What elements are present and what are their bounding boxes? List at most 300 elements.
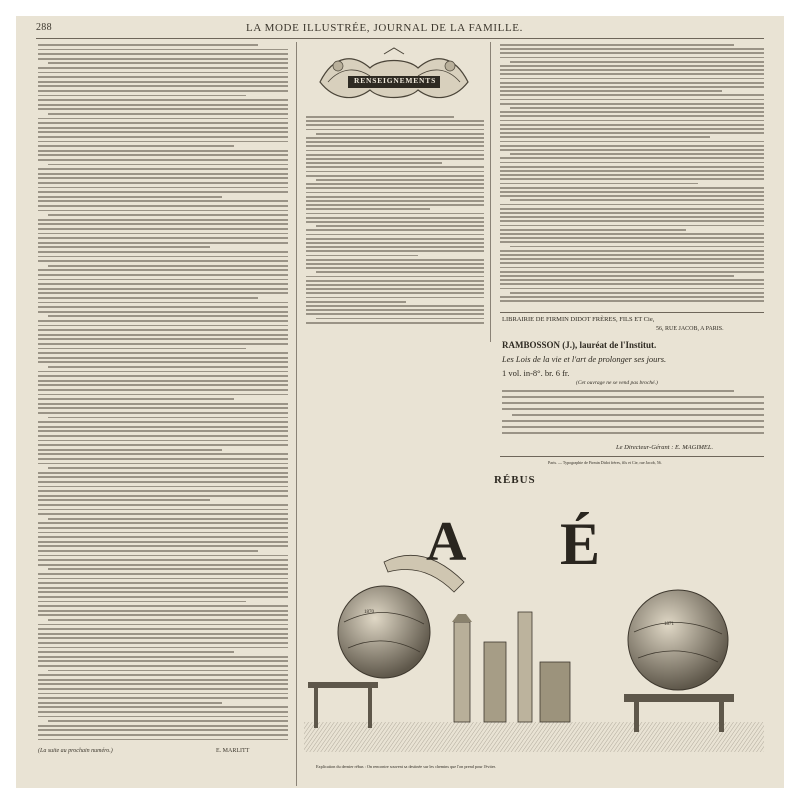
text-line — [306, 250, 484, 252]
text-line — [38, 725, 288, 727]
text-line — [502, 390, 734, 392]
text-line — [38, 481, 288, 483]
text-line — [38, 352, 288, 354]
text-line — [38, 407, 288, 409]
text-line — [306, 192, 484, 194]
text-line — [38, 642, 288, 644]
text-line — [38, 246, 210, 248]
text-line — [500, 136, 710, 138]
globe-label-right: 1871 — [664, 622, 674, 627]
text-line — [500, 90, 722, 92]
text-line — [48, 720, 288, 722]
text-line — [306, 267, 484, 269]
text-line — [38, 426, 288, 428]
text-line — [316, 133, 484, 135]
text-line — [500, 157, 764, 159]
text-line — [38, 49, 288, 51]
text-line — [500, 52, 764, 54]
text-line — [38, 476, 288, 478]
text-line — [38, 702, 222, 704]
text-line — [306, 288, 484, 290]
publisher-name: LIBRAIRIE DE FIRMIN DIDOT FRÈRES, FILS ET Cie, — [502, 316, 655, 323]
text-line — [38, 389, 288, 391]
text-line — [48, 467, 288, 469]
author-signature: E. MARLITT — [216, 748, 250, 754]
text-line — [38, 555, 288, 557]
text-line — [500, 73, 764, 75]
text-line — [306, 196, 484, 198]
text-line — [38, 292, 288, 294]
text-line — [38, 182, 288, 184]
text-line — [38, 302, 288, 304]
text-line — [38, 453, 288, 455]
text-line — [38, 394, 288, 396]
text-line — [38, 67, 288, 69]
publisher-address: 56, RUE JACOB, A PARIS. — [656, 326, 724, 332]
text-line — [38, 463, 288, 465]
text-line — [500, 170, 764, 172]
text-line — [500, 275, 734, 277]
text-line — [38, 509, 288, 511]
text-line — [38, 168, 288, 170]
text-line — [38, 361, 288, 363]
text-line — [306, 246, 484, 248]
text-line — [38, 660, 288, 662]
text-line — [38, 633, 288, 635]
text-line — [306, 297, 484, 299]
text-line — [306, 166, 484, 168]
text-line — [38, 545, 288, 547]
text-line — [38, 334, 288, 336]
text-line — [500, 212, 764, 214]
text-line — [38, 522, 288, 524]
text-line — [38, 656, 288, 658]
text-line — [38, 306, 288, 308]
text-line — [38, 706, 288, 708]
text-line — [38, 131, 288, 133]
text-line — [510, 246, 764, 248]
text-line — [38, 472, 288, 474]
text-line — [500, 279, 764, 281]
text-line — [38, 578, 288, 580]
journal-title: LA MODE ILLUSTRÉE, JOURNAL DE LA FAMILLE. — [246, 22, 523, 34]
text-line — [316, 179, 484, 181]
text-line — [38, 384, 288, 386]
book-description — [502, 390, 764, 440]
text-line — [48, 315, 288, 317]
text-line — [500, 132, 764, 134]
text-line — [38, 444, 288, 446]
text-line — [306, 234, 484, 236]
text-line — [306, 259, 484, 261]
text-line — [38, 150, 288, 152]
vignette-title: RENSEIGNEMENTS — [354, 76, 437, 85]
text-line — [38, 614, 288, 616]
text-line — [500, 82, 764, 84]
text-line — [38, 421, 288, 423]
text-line — [38, 85, 288, 87]
text-line — [500, 283, 764, 285]
text-line — [38, 532, 288, 534]
text-line — [38, 499, 210, 501]
text-line — [38, 233, 288, 235]
text-line — [38, 647, 288, 649]
text-line — [500, 65, 764, 67]
text-line — [500, 48, 764, 50]
text-line — [38, 53, 288, 55]
rebus-engraving-icon — [304, 472, 764, 760]
text-line — [306, 187, 484, 189]
text-line — [38, 513, 288, 515]
text-line — [38, 711, 288, 713]
text-line — [38, 274, 288, 276]
text-line — [38, 435, 288, 437]
text-line — [306, 229, 484, 231]
text-line — [48, 568, 288, 570]
text-line — [38, 674, 288, 676]
text-line — [48, 265, 288, 267]
book-format: 1 vol. in-8°. br. 6 fr. — [502, 368, 570, 378]
text-line — [500, 99, 764, 101]
text-line — [38, 697, 288, 699]
text-line — [500, 195, 764, 197]
text-line — [38, 624, 288, 626]
text-line — [316, 225, 484, 227]
column-separator — [296, 42, 297, 786]
text-line — [38, 325, 288, 327]
text-line — [38, 495, 288, 497]
text-line — [38, 122, 288, 124]
text-line — [306, 221, 484, 223]
text-line — [306, 200, 484, 202]
text-line — [38, 564, 288, 566]
text-line — [38, 108, 288, 110]
text-line — [306, 120, 484, 122]
text-line — [38, 72, 288, 74]
text-line — [48, 670, 288, 672]
text-line — [500, 124, 764, 126]
text-line — [306, 145, 484, 147]
text-line — [38, 683, 288, 685]
text-line — [500, 216, 764, 218]
text-line — [38, 95, 246, 97]
text-line — [38, 99, 288, 101]
director-signature: Le Directeur-Gérant : E. MAGIMEL. — [616, 444, 714, 451]
text-line — [38, 205, 288, 207]
text-line — [38, 739, 288, 741]
text-line — [38, 486, 288, 488]
text-line — [38, 297, 258, 299]
book-title: Les Lois de la vie et l'art de prolonger ses jours. — [502, 354, 667, 364]
text-line — [500, 271, 764, 273]
text-line — [38, 191, 288, 193]
text-line — [306, 309, 484, 311]
text-line — [38, 343, 288, 345]
text-line — [38, 173, 288, 175]
text-line — [306, 322, 484, 324]
text-line — [38, 596, 288, 598]
text-line — [316, 318, 484, 320]
text-line — [38, 177, 288, 179]
newspaper-page — [16, 16, 784, 788]
text-line — [38, 375, 288, 377]
text-line — [306, 208, 430, 210]
text-line — [500, 208, 764, 210]
rebus-letter-e: É — [560, 511, 601, 577]
text-line — [38, 329, 288, 331]
text-line — [306, 313, 484, 315]
text-line — [510, 107, 764, 109]
text-line — [512, 414, 764, 416]
text-line — [48, 518, 288, 520]
text-line — [38, 348, 246, 350]
text-line — [500, 78, 764, 80]
text-line — [38, 187, 288, 189]
text-line — [500, 288, 764, 290]
text-line — [502, 408, 764, 410]
text-line — [500, 111, 764, 113]
text-line — [502, 426, 764, 428]
text-line — [38, 587, 288, 589]
page-number: 288 — [36, 22, 52, 33]
text-line — [38, 380, 288, 382]
text-line — [500, 94, 764, 96]
text-line — [38, 693, 288, 695]
text-line — [306, 158, 484, 160]
text-line — [38, 223, 288, 225]
text-line — [38, 440, 288, 442]
text-line — [38, 196, 222, 198]
text-line — [306, 129, 484, 131]
text-line — [306, 204, 484, 206]
text-line — [38, 610, 288, 612]
book-note: (Cet ouvrage ne se vend pas broché.) — [576, 380, 658, 386]
text-line — [38, 237, 288, 239]
text-line — [38, 541, 288, 543]
text-line — [306, 255, 418, 257]
text-line — [38, 559, 288, 561]
text-line — [500, 183, 698, 185]
text-line — [38, 601, 246, 603]
text-line — [38, 398, 234, 400]
text-line — [48, 164, 288, 166]
text-line — [500, 225, 764, 227]
text-line — [500, 44, 734, 46]
text-line — [510, 61, 764, 63]
text-line — [510, 292, 764, 294]
text-line — [306, 284, 484, 286]
renseignements-text — [306, 116, 484, 326]
text-line — [500, 120, 764, 122]
renseignements-vignette — [314, 46, 474, 108]
text-line — [38, 81, 288, 83]
text-line — [48, 113, 288, 115]
text-line — [38, 490, 288, 492]
text-line — [500, 191, 764, 193]
text-line — [502, 402, 764, 404]
text-line — [38, 118, 288, 120]
column-separator — [490, 42, 491, 342]
text-line — [38, 90, 288, 92]
text-line — [306, 124, 484, 126]
text-line — [38, 283, 288, 285]
text-line — [38, 228, 288, 230]
text-line — [38, 527, 288, 529]
text-line — [38, 716, 288, 718]
text-line — [38, 665, 288, 667]
continuation-note: (La suite au prochain numéro.) — [38, 748, 113, 754]
text-line — [48, 417, 288, 419]
text-line — [306, 137, 484, 139]
text-line — [38, 573, 288, 575]
globe-label-left: 1870 — [364, 610, 374, 615]
left-text-column — [38, 44, 288, 742]
text-line — [38, 458, 288, 460]
text-line — [500, 258, 764, 260]
text-line — [38, 58, 288, 60]
rebus-letter-a: A — [426, 511, 467, 573]
ad-rule — [500, 312, 764, 313]
text-line — [48, 366, 288, 368]
text-line — [38, 260, 288, 262]
text-line — [306, 305, 484, 307]
text-line — [306, 183, 484, 185]
text-line — [38, 591, 288, 593]
text-line — [38, 141, 288, 143]
rebus-title: RÉBUS — [494, 474, 536, 486]
text-line — [500, 229, 686, 231]
text-line — [502, 420, 764, 422]
text-line — [500, 128, 764, 130]
text-line — [38, 136, 288, 138]
text-line — [500, 166, 764, 168]
text-line — [500, 237, 764, 239]
text-line — [306, 154, 484, 156]
text-line — [38, 550, 258, 552]
text-line — [306, 242, 484, 244]
text-line — [38, 430, 288, 432]
book-author: RAMBOSSON (J.), lauréat de l'Institut. — [502, 340, 657, 350]
text-line — [38, 729, 288, 731]
text-line — [500, 262, 764, 264]
text-line — [500, 187, 764, 189]
text-line — [38, 127, 288, 129]
text-line — [500, 69, 764, 71]
right-text-column — [500, 44, 764, 304]
text-line — [38, 338, 288, 340]
text-line — [38, 219, 288, 221]
text-line — [38, 311, 288, 313]
text-line — [500, 178, 764, 180]
text-line — [500, 204, 764, 206]
text-line — [38, 256, 288, 258]
text-line — [500, 115, 764, 117]
text-line — [500, 233, 764, 235]
text-line — [38, 76, 288, 78]
text-line — [38, 734, 288, 736]
text-line — [306, 141, 484, 143]
text-line — [38, 679, 288, 681]
rebus-illustration — [304, 472, 764, 760]
text-line — [38, 688, 288, 690]
text-line — [500, 254, 764, 256]
text-line — [48, 619, 288, 621]
text-line — [38, 504, 288, 506]
text-line — [500, 174, 764, 176]
header-rule — [36, 38, 764, 39]
text-line — [306, 116, 454, 118]
text-line — [510, 153, 764, 155]
text-line — [38, 651, 234, 653]
text-line — [306, 171, 484, 173]
text-line — [38, 159, 288, 161]
text-line — [306, 213, 484, 215]
text-line — [316, 271, 484, 273]
text-line — [38, 320, 288, 322]
text-line — [38, 269, 288, 271]
text-line — [500, 250, 764, 252]
text-line — [38, 104, 288, 106]
text-line — [38, 628, 288, 630]
text-line — [500, 296, 764, 298]
text-line — [500, 241, 764, 243]
text-line — [500, 103, 764, 105]
text-line — [500, 141, 764, 143]
text-line — [38, 449, 222, 451]
text-line — [38, 582, 288, 584]
text-line — [38, 412, 288, 414]
text-line — [500, 86, 764, 88]
text-line — [500, 149, 764, 151]
text-line — [38, 145, 234, 147]
text-line — [502, 432, 764, 434]
text-line — [38, 403, 288, 405]
text-line — [500, 267, 764, 269]
text-line — [306, 292, 484, 294]
text-line — [38, 44, 258, 46]
text-line — [38, 605, 288, 607]
text-line — [500, 145, 764, 147]
text-line — [38, 210, 288, 212]
text-line — [38, 637, 288, 639]
text-line — [306, 276, 484, 278]
text-line — [38, 288, 288, 290]
text-line — [48, 214, 288, 216]
text-line — [500, 300, 764, 302]
printer-line: Paris. — Typographie de Firmin Didot frères, fils et Cie, rue Jacob, 56. — [548, 460, 662, 465]
text-line — [500, 220, 764, 222]
text-line — [48, 62, 288, 64]
text-line — [306, 280, 484, 282]
text-line — [306, 175, 484, 177]
text-line — [306, 238, 484, 240]
text-line — [306, 150, 484, 152]
text-line — [38, 536, 288, 538]
text-line — [502, 396, 764, 398]
text-line — [500, 162, 764, 164]
text-line — [38, 154, 288, 156]
text-line — [38, 279, 288, 281]
ad-bottom-rule — [500, 456, 764, 457]
text-line — [500, 57, 764, 59]
text-line — [510, 199, 764, 201]
text-line — [306, 301, 406, 303]
text-line — [38, 371, 288, 373]
text-line — [38, 357, 288, 359]
rebus-explanation: Explication du dernier rébus : On rencontre souvent sa destinée sur les chemins que l'on prend pour l'éviter. — [316, 764, 496, 769]
text-line — [38, 242, 288, 244]
text-line — [38, 251, 288, 253]
